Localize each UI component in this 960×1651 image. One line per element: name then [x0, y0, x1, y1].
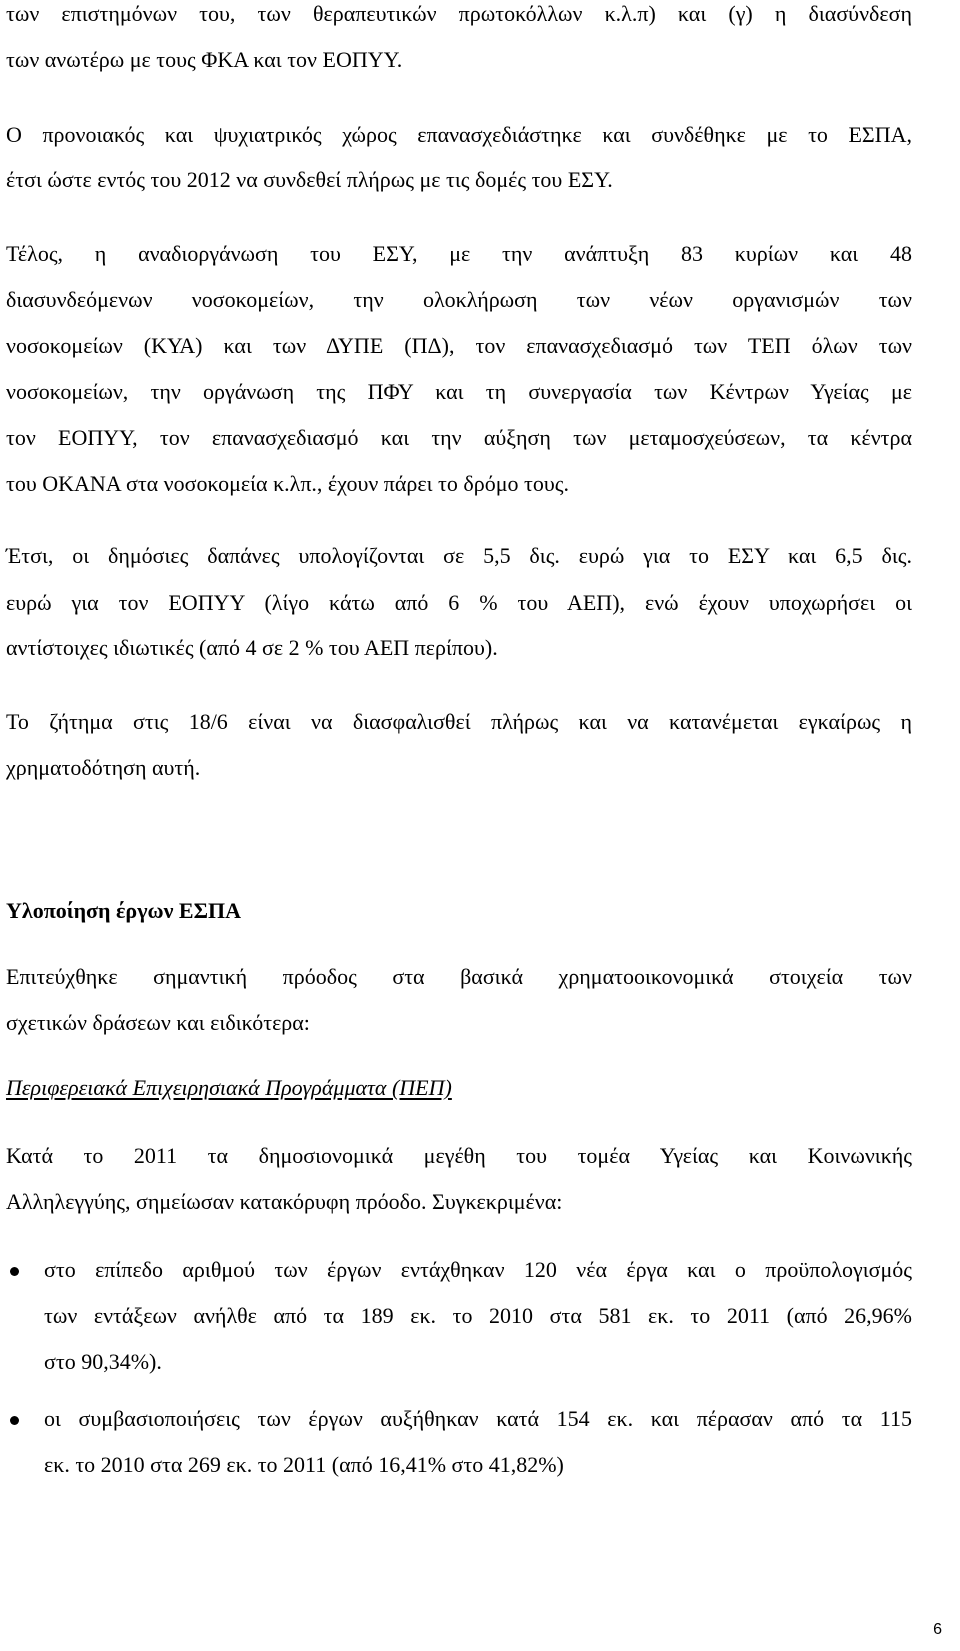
- paragraph-4-line-2: ευρώ για τον ΕΟΠΥΥ (λίγο κάτω από 6 % του ΑΕΠ), ενώ έχουν υποχωρήσει οι: [6, 590, 912, 615]
- bullet-dot-icon: [10, 1416, 19, 1425]
- section-intro-line-1: Επιτεύχθηκε σημαντική πρόοδος στα βασικά χρηματοοικονομικά στοιχεία των: [6, 964, 912, 989]
- section-heading: Υλοποίηση έργων ΕΣΠΑ: [6, 898, 241, 923]
- bullet-1-line-1: στο επίπεδο αριθμού των έργων εντάχθηκαν 120 νέα έργα και ο προϋπολογισμός: [44, 1257, 912, 1282]
- summary-line-2: Αλληλεγγύης, σημείωσαν κατακόρυφη πρόοδο. Συγκεκριμένα:: [6, 1189, 563, 1214]
- bullet-1-line-3: στο 90,34%).: [44, 1349, 162, 1374]
- paragraph-3-line-3: νοσοκομείων (ΚΥΑ) και των ΔΥΠΕ (ΠΔ), τον επανασχεδιασμό των ΤΕΠ όλων των: [6, 333, 912, 358]
- page-number: 6: [933, 1621, 942, 1638]
- paragraph-1-line-2: των ανωτέρω με τους ΦΚΑ και τον ΕΟΠΥΥ.: [6, 47, 403, 72]
- paragraph-1-line-1: των επιστημόνων του, των θεραπευτικών πρωτοκόλλων κ.λ.π) και (γ) η διασύνδεση: [6, 1, 912, 26]
- paragraph-3-line-1: Τέλος, η αναδιοργάνωση του ΕΣΥ, με την ανάπτυξη 83 κυρίων και 48: [6, 241, 912, 266]
- paragraph-2-line-1: Ο προνοιακός και ψυχιατρικός χώρος επανασχεδιάστηκε και συνδέθηκε με το ΕΣΠΑ,: [6, 122, 912, 147]
- paragraph-5-line-2: χρηματοδότηση αυτή.: [6, 755, 201, 780]
- section-subheading: Περιφερειακά Επιχειρησιακά Προγράμματα (ΠΕΠ): [6, 1075, 452, 1100]
- bullet-1-line-2: των εντάξεων ανήλθε από τα 189 εκ. το 2010 στα 581 εκ. το 2011 (από 26,96%: [44, 1303, 912, 1328]
- paragraph-3-line-6: του ΟΚΑΝΑ στα νοσοκομεία κ.λπ., έχουν πάρει το δρόμο τους.: [6, 471, 569, 496]
- paragraph-4-line-1: Έτσι, οι δημόσιες δαπάνες υπολογίζονται σε 5,5 δις. ευρώ για το ΕΣΥ και 6,5 δις.: [6, 543, 912, 568]
- paragraph-3-line-4: νοσοκομείων, την οργάνωση της ΠΦΥ και τη συνεργασία των Κέντρων Υγείας με: [6, 379, 912, 404]
- bullet-2-line-2: εκ. το 2010 στα 269 εκ. το 2011 (από 16,41% στο 41,82%): [44, 1452, 564, 1477]
- bullet-dot-icon: [10, 1267, 19, 1276]
- summary-line-1: Κατά το 2011 τα δημοσιονομικά μεγέθη του τομέα Υγείας και Κοινωνικής: [6, 1143, 912, 1168]
- section-intro-line-2: σχετικών δράσεων και ειδικότερα:: [6, 1010, 310, 1035]
- paragraph-2-line-2: έτσι ώστε εντός του 2012 να συνδεθεί πλήρως με τις δομές του ΕΣΥ.: [6, 167, 613, 192]
- paragraph-3-line-2: διασυνδεόμενων νοσοκομείων, την ολοκλήρωση των νέων οργανισμών των: [6, 287, 912, 312]
- paragraph-4-line-3: αντίστοιχες ιδιωτικές (από 4 σε 2 % του ΑΕΠ περίπου).: [6, 635, 498, 660]
- paragraph-5-line-1: Το ζήτημα στις 18/6 είναι να διασφαλισθεί πλήρως και να κατανέμεται εγκαίρως η: [6, 709, 912, 734]
- bullet-2-line-1: οι συμβασιοποιήσεις των έργων αυξήθηκαν κατά 154 εκ. και πέρασαν από τα 115: [44, 1406, 912, 1431]
- paragraph-3-line-5: τον ΕΟΠΥΥ, τον επανασχεδιασμό και την αύξηση των μεταμοσχεύσεων, τα κέντρα: [6, 425, 912, 450]
